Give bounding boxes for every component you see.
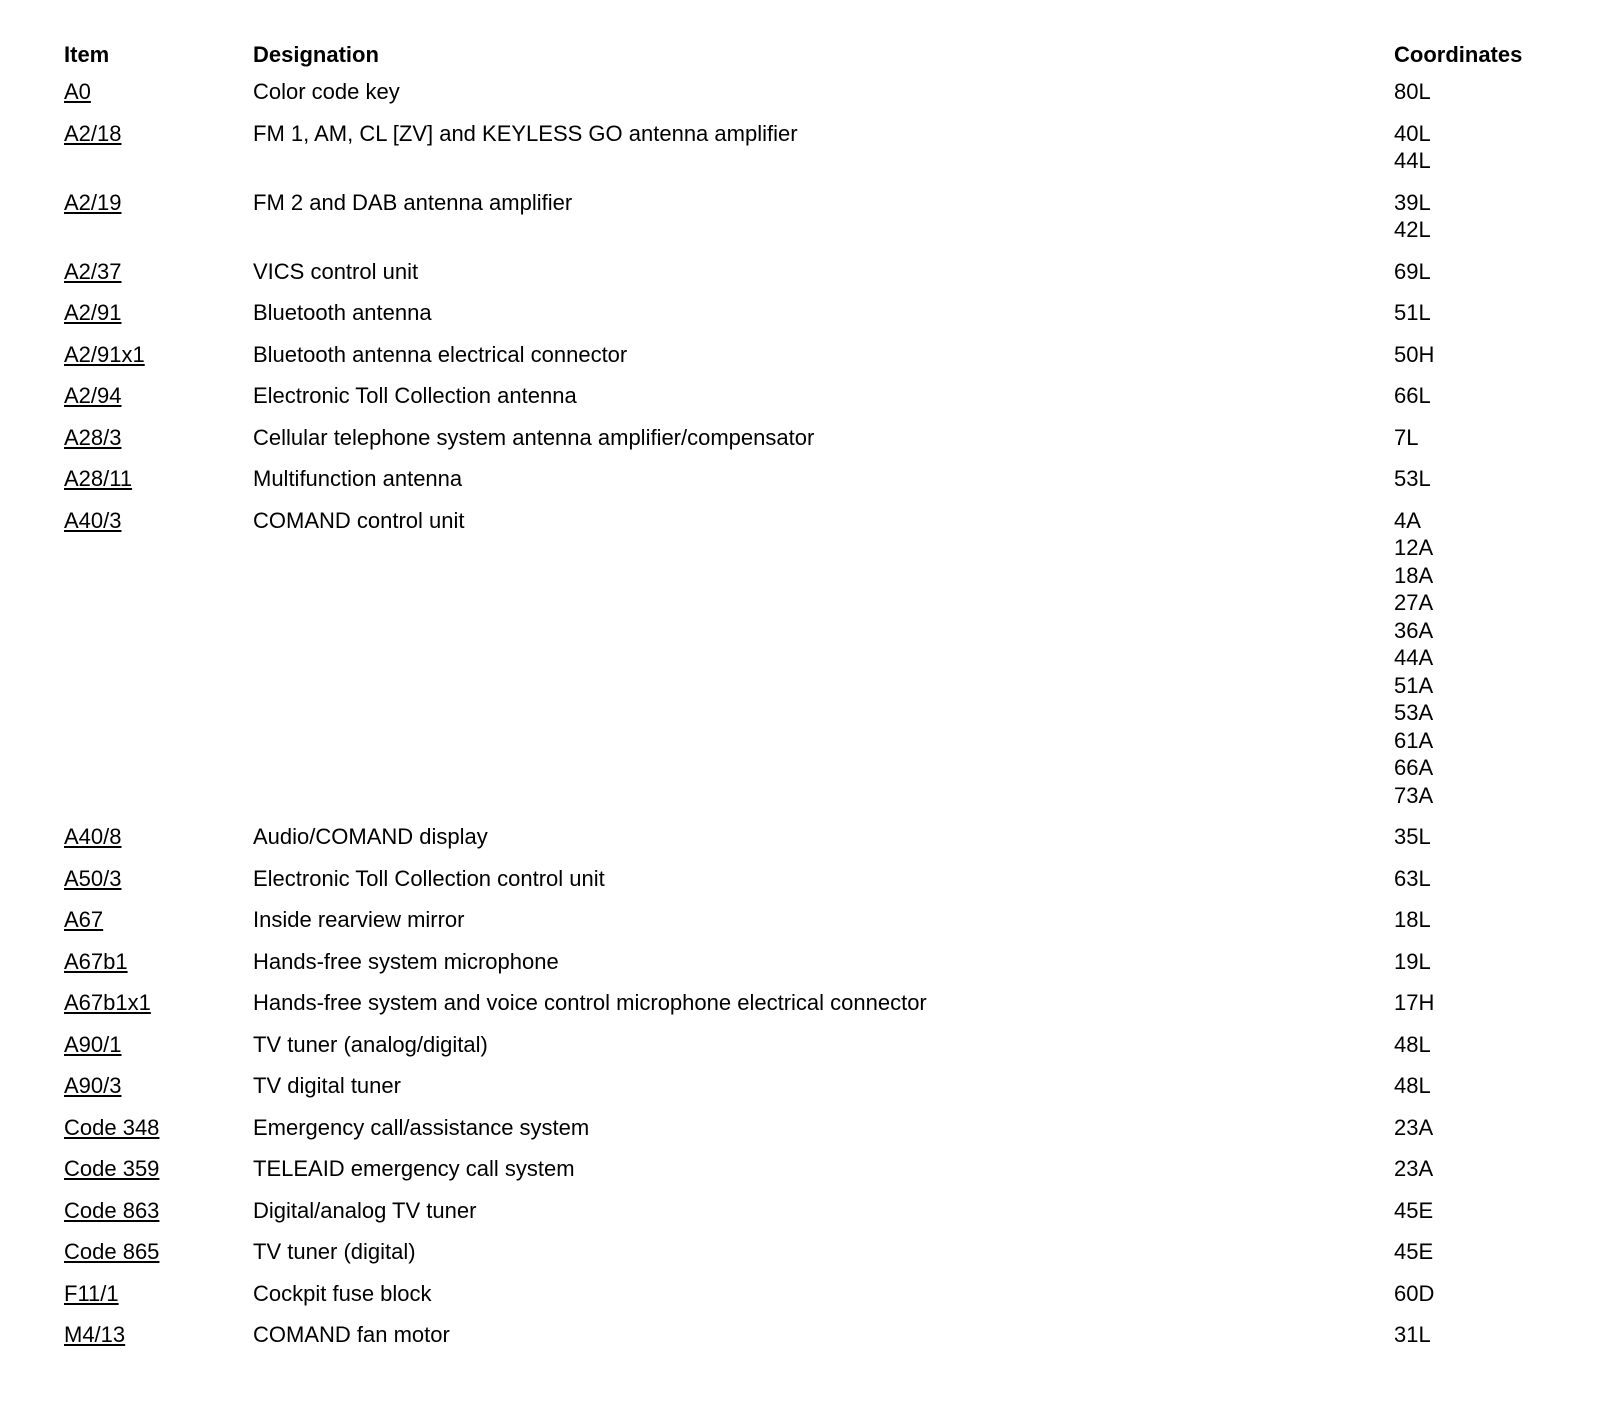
designation-cell: Bluetooth antenna electrical connector: [253, 341, 628, 367]
table-row: [64, 424, 1544, 466]
item-link[interactable]: A90/1: [64, 1031, 122, 1057]
designation-cell: COMAND control unit: [253, 507, 465, 533]
coordinates-cell: [1394, 1031, 1544, 1073]
item-link[interactable]: A67: [64, 907, 104, 932]
coordinate-value: 45E: [1394, 1239, 1434, 1264]
item-cell: [64, 1114, 253, 1156]
table-row: [64, 865, 1544, 907]
item-cell: [64, 906, 253, 948]
table-row: [64, 78, 1544, 120]
item-cell: [64, 989, 253, 1031]
coordinate-value: 73A: [1394, 782, 1434, 808]
coordinate-value: 51A: [1394, 672, 1434, 698]
coordinates-cell: [1394, 299, 1544, 341]
header-coordinates: Coordinates: [1394, 42, 1523, 67]
table-row: [64, 1072, 1544, 1114]
table-row: [64, 1238, 1544, 1280]
item-link[interactable]: A28/11: [64, 466, 133, 491]
item-link[interactable]: Code 865: [64, 1239, 160, 1264]
designation-cell: Hands-free system microphone: [253, 948, 559, 974]
coordinates-cell: [1394, 989, 1544, 1031]
designation-cell: TV tuner (digital): [253, 1239, 416, 1264]
coordinate-value: 23A: [1394, 1114, 1434, 1140]
table-row: [64, 341, 1544, 383]
table-row: [64, 382, 1544, 424]
coordinate-value: 66L: [1394, 383, 1431, 408]
designation-cell: TELEAID emergency call system: [253, 1156, 575, 1181]
coordinates-cell: [1394, 465, 1544, 507]
table-row: [64, 948, 1544, 990]
coordinate-value: 60D: [1394, 1280, 1435, 1306]
item-cell: [64, 1280, 253, 1322]
item-link[interactable]: A40/3: [64, 507, 122, 533]
table-row: [64, 120, 1544, 189]
coordinate-value: 80L: [1394, 79, 1431, 104]
item-link[interactable]: A0: [64, 79, 91, 104]
coordinates-cell: [1394, 1155, 1544, 1197]
table-row: [64, 189, 1544, 258]
designation-cell: Digital/analog TV tuner: [253, 1197, 477, 1223]
designation-cell: Inside rearview mirror: [253, 907, 465, 932]
designation-cell: Hands-free system and voice control microphone electrical connector: [253, 990, 927, 1015]
item-link[interactable]: Code 348: [64, 1114, 160, 1140]
table-row: [64, 1280, 1544, 1322]
item-cell: [64, 258, 253, 300]
header-row: [64, 38, 1544, 78]
table-row: [64, 1321, 1544, 1363]
coordinate-value: 48L: [1394, 1031, 1431, 1057]
header-designation: Designation: [253, 42, 379, 67]
designation-cell: Emergency call/assistance system: [253, 1114, 590, 1140]
item-cell: [64, 865, 253, 907]
item-cell: [64, 341, 253, 383]
designation-cell: Cockpit fuse block: [253, 1280, 432, 1306]
component-legend-table: [64, 38, 1544, 1363]
item-link[interactable]: Code 359: [64, 1156, 160, 1181]
item-cell: [64, 1031, 253, 1073]
designation-cell: VICS control unit: [253, 258, 419, 284]
coordinates-cell: [1394, 823, 1544, 865]
coordinate-value: 63L: [1394, 865, 1431, 891]
coordinates-cell: [1394, 424, 1544, 466]
item-cell: [64, 1321, 253, 1363]
coordinate-value: 27A: [1394, 590, 1434, 615]
item-link[interactable]: F11/1: [64, 1280, 119, 1306]
item-cell: [64, 1072, 253, 1114]
coordinate-value: 35L: [1394, 824, 1431, 849]
coordinates-cell: [1394, 341, 1544, 383]
coordinates-cell: [1394, 1238, 1544, 1280]
coordinate-value: 66A: [1394, 755, 1434, 780]
designation-cell: Audio/COMAND display: [253, 824, 488, 849]
item-link[interactable]: A2/19: [64, 189, 122, 215]
coordinate-value: 44L: [1394, 148, 1431, 173]
item-cell: [64, 465, 253, 507]
table-row: [64, 258, 1544, 300]
item-cell: [64, 189, 253, 258]
coordinate-value: 18A: [1394, 562, 1434, 588]
item-link[interactable]: M4/13: [64, 1322, 126, 1347]
table-body: [64, 78, 1544, 1363]
item-cell: [64, 1197, 253, 1239]
item-link[interactable]: A67b1: [64, 948, 128, 974]
coordinates-cell: [1394, 948, 1544, 990]
item-link[interactable]: A67b1x1: [64, 990, 151, 1015]
item-cell: [64, 424, 253, 466]
coordinates-cell: [1394, 1072, 1544, 1114]
item-link[interactable]: A90/3: [64, 1073, 122, 1098]
item-link[interactable]: A40/8: [64, 824, 122, 849]
coordinate-value: 12A: [1394, 535, 1434, 560]
item-link[interactable]: A2/94: [64, 383, 122, 408]
coordinate-value: 19L: [1394, 948, 1431, 974]
item-link[interactable]: A2/91x1: [64, 341, 145, 367]
designation-cell: Multifunction antenna: [253, 466, 463, 491]
item-cell: [64, 823, 253, 865]
coordinates-cell: [1394, 865, 1544, 907]
table-header: [64, 38, 1544, 78]
designation-cell: TV digital tuner: [253, 1073, 401, 1098]
coordinates-cell: [1394, 120, 1544, 189]
designation-cell: Electronic Toll Collection antenna: [253, 383, 577, 408]
item-link[interactable]: A2/37: [64, 258, 122, 284]
coordinates-cell: [1394, 78, 1544, 120]
coordinate-value: 53L: [1394, 466, 1431, 491]
item-cell: [64, 78, 253, 120]
coordinate-value: 51L: [1394, 300, 1431, 325]
item-link[interactable]: A2/18: [64, 120, 122, 146]
coordinate-value: 48L: [1394, 1073, 1431, 1098]
item-link[interactable]: A28/3: [64, 424, 122, 450]
table-row: [64, 507, 1544, 824]
coordinate-value: 40L: [1394, 120, 1431, 146]
designation-cell: COMAND fan motor: [253, 1322, 450, 1347]
designation-cell: FM 1, AM, CL [ZV] and KEYLESS GO antenna amplifier: [253, 120, 798, 146]
item-cell: [64, 382, 253, 424]
coordinates-cell: [1394, 258, 1544, 300]
table-row: [64, 1155, 1544, 1197]
table-row: [64, 906, 1544, 948]
designation-cell: Electronic Toll Collection control unit: [253, 865, 605, 891]
coordinate-value: 61A: [1394, 727, 1434, 753]
item-cell: [64, 948, 253, 990]
coordinates-cell: [1394, 382, 1544, 424]
designation-cell: Cellular telephone system antenna amplifier/compensator: [253, 424, 815, 450]
coordinate-value: 31L: [1394, 1322, 1431, 1347]
table-row: [64, 1031, 1544, 1073]
coordinates-cell: [1394, 1280, 1544, 1322]
designation-cell: TV tuner (analog/digital): [253, 1031, 488, 1057]
coordinate-value: 53A: [1394, 700, 1434, 725]
item-link[interactable]: A2/91: [64, 300, 122, 325]
item-cell: [64, 507, 253, 824]
designation-cell: Bluetooth antenna: [253, 300, 432, 325]
coordinate-value: 7L: [1394, 424, 1419, 450]
item-cell: [64, 120, 253, 189]
coordinates-cell: [1394, 1321, 1544, 1363]
coordinate-value: 18L: [1394, 907, 1431, 932]
designation-cell: FM 2 and DAB antenna amplifier: [253, 189, 573, 215]
designation-cell: Color code key: [253, 79, 400, 104]
item-cell: [64, 1155, 253, 1197]
table-row: [64, 989, 1544, 1031]
table-row: [64, 299, 1544, 341]
coordinate-value: 45E: [1394, 1197, 1434, 1223]
coordinate-value: 23A: [1394, 1156, 1434, 1181]
table-row: [64, 823, 1544, 865]
coordinates-cell: [1394, 1114, 1544, 1156]
coordinate-value: 36A: [1394, 617, 1434, 643]
coordinate-value: 44A: [1394, 645, 1434, 670]
coordinates-cell: [1394, 189, 1544, 258]
table-row: [64, 1197, 1544, 1239]
header-item: Item: [64, 42, 110, 67]
coordinate-value: 39L: [1394, 189, 1431, 215]
coordinate-value: 69L: [1394, 258, 1431, 284]
item-link[interactable]: Code 863: [64, 1197, 160, 1223]
coordinates-cell: [1394, 1197, 1544, 1239]
coordinates-cell: [1394, 906, 1544, 948]
coordinate-value: 42L: [1394, 217, 1431, 242]
coordinates-cell: [1394, 507, 1544, 824]
item-cell: [64, 1238, 253, 1280]
table-row: [64, 465, 1544, 507]
table-row: [64, 1114, 1544, 1156]
item-cell: [64, 299, 253, 341]
coordinate-value: 4A: [1394, 507, 1421, 533]
coordinate-value: 17H: [1394, 990, 1435, 1015]
coordinate-value: 50H: [1394, 341, 1435, 367]
item-link[interactable]: A50/3: [64, 865, 122, 891]
